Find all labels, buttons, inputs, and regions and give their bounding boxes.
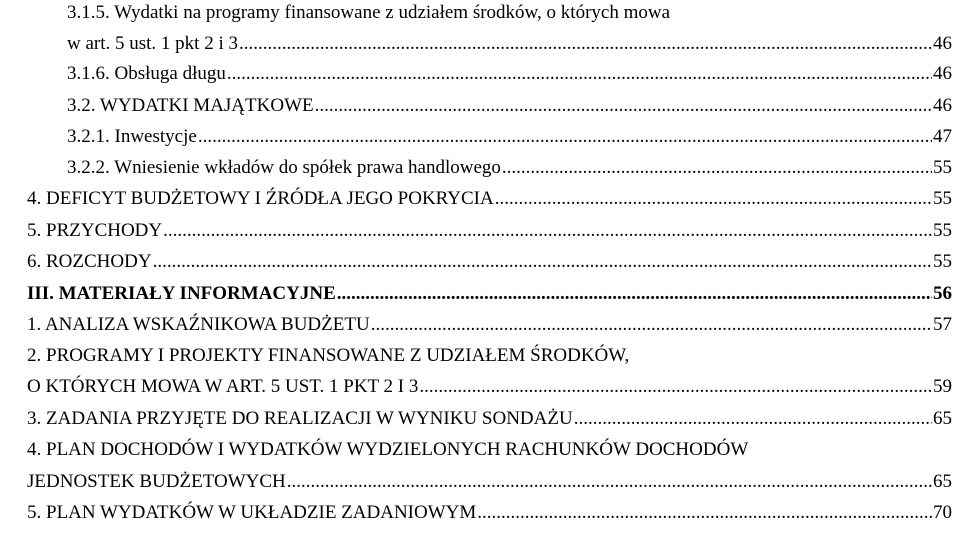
toc-entry-text: 3.1.6. Obsługa długu — [67, 63, 226, 84]
toc-entry-iii-4-cont[interactable] — [27, 469, 952, 495]
toc-entry-5[interactable] — [27, 218, 952, 244]
toc-entry-3-1-6[interactable] — [67, 61, 952, 87]
toc-entry-iii-1[interactable] — [27, 312, 952, 338]
toc-entry-iii[interactable] — [27, 281, 952, 307]
toc-entry-3-1-5[interactable] — [67, 0, 670, 26]
toc-page-number: 46 — [933, 33, 952, 54]
toc-entry-3-2[interactable] — [67, 93, 952, 119]
toc-page-number: 65 — [933, 471, 952, 492]
dot-leader — [337, 281, 932, 307]
toc-page-number: 59 — [933, 376, 952, 397]
toc-page-number: 65 — [933, 408, 952, 429]
toc-entry-text: JEDNOSTEK BUDŻETOWYCH — [27, 471, 286, 492]
toc-entry-iii-2-cont[interactable] — [27, 374, 952, 400]
toc-entry-text: 1. ANALIZA WSKAŹNIKOWA BUDŻETU — [27, 314, 370, 335]
toc-entry-text: w art. 5 ust. 1 pkt 2 i 3 — [67, 33, 238, 54]
toc-entry-text: 2. PROGRAMY I PROJEKTY FINANSOWANE Z UDZIAŁEM ŚRODKÓW, — [27, 345, 630, 366]
toc-page-number: 46 — [933, 63, 952, 84]
dot-leader — [419, 374, 932, 400]
toc-entry-text: 4. DEFICYT BUDŻETOWY I ŹRÓDŁA JEGO POKRYCIA — [27, 188, 494, 209]
toc-entry-text: 5. PLAN WYDATKÓW W UKŁADZIE ZADANIOWYM — [27, 502, 477, 523]
toc-entry-text: 3. ZADANIA PRZYJĘTE DO REALIZACJI W WYNIKU SONDAŻU — [27, 408, 573, 429]
toc-entry-3-2-1[interactable] — [67, 124, 952, 150]
dot-leader — [239, 31, 932, 57]
toc-page-number: 47 — [933, 126, 952, 147]
toc-page-number: 55 — [933, 157, 952, 178]
toc-entry-4[interactable] — [27, 186, 952, 212]
dot-leader — [315, 93, 932, 119]
toc-entry-iii-3[interactable] — [27, 406, 952, 432]
toc-entry-text: 4. PLAN DOCHODÓW I WYDATKÓW WYDZIELONYCH RACHUNKÓW DOCHODÓW — [27, 439, 749, 460]
toc-entry-text: III. MATERIAŁY INFORMACYJNE — [27, 283, 336, 304]
toc-page-number: 70 — [933, 502, 952, 523]
toc-page-number: 57 — [933, 314, 952, 335]
toc-entry-text: 5. PRZYCHODY — [27, 220, 163, 241]
toc-entry-text: 3.2.2. Wniesienie wkładów do spółek prawa handlowego — [67, 157, 501, 178]
toc-page-number: 55 — [933, 220, 952, 241]
toc-entry-3-2-2[interactable] — [67, 155, 952, 181]
toc-page-number: 56 — [933, 283, 952, 304]
toc-entry-text: 3.2.1. Inwestycje — [67, 126, 197, 147]
dot-leader — [198, 124, 932, 150]
dot-leader — [287, 469, 932, 495]
dot-leader — [371, 312, 932, 338]
dot-leader — [574, 406, 932, 432]
toc-entry-6[interactable] — [27, 249, 952, 275]
dot-leader — [153, 249, 932, 275]
toc-entry-text: 3.1.5. Wydatki na programy finansowane z udziałem środków, o których mowa — [67, 2, 671, 23]
dot-leader — [163, 218, 932, 244]
toc-page-number: 55 — [933, 188, 952, 209]
dot-leader — [477, 500, 932, 526]
toc-page-number: 46 — [933, 95, 952, 116]
toc-entry-iii-2[interactable] — [27, 343, 629, 369]
toc-entry-iii-4[interactable] — [27, 437, 748, 463]
toc-entry-text: 6. ROZCHODY — [27, 251, 152, 272]
toc-entry-text: O KTÓRYCH MOWA W ART. 5 UST. 1 PKT 2 I 3 — [27, 376, 419, 397]
dot-leader — [227, 61, 932, 87]
toc-entry-iii-5[interactable] — [27, 500, 952, 526]
toc-entry-text: 3.2. WYDATKI MAJĄTKOWE — [67, 95, 314, 116]
toc-page-number: 55 — [933, 251, 952, 272]
toc-entry-3-1-5-cont[interactable] — [67, 31, 952, 57]
dot-leader — [495, 186, 932, 212]
dot-leader — [502, 155, 932, 181]
